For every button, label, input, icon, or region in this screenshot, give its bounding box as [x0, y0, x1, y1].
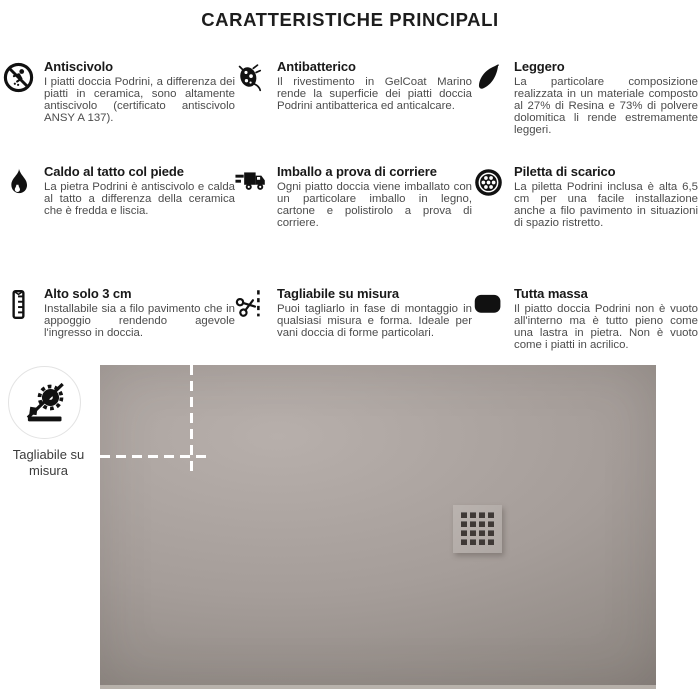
drain-grate-cell [470, 512, 476, 518]
features-grid [2, 60, 698, 352]
drain-grate-cell [479, 521, 485, 527]
flame-icon [2, 166, 35, 199]
slab-icon [472, 288, 505, 321]
drain-grate-cell [488, 512, 494, 518]
feature-antiscivolo [2, 60, 235, 165]
truck-icon [235, 166, 268, 199]
feature-body: La piletta Podrini inclusa è alta 6,5 cm per una facile installazione anche a filo pavimento in situazioni di spazio ristretto. [514, 180, 698, 229]
feature-imballo [235, 165, 472, 287]
feature-body: Ogni piatto doccia viene imballato con un particolare imballo in legno, cartone e polistirolo a prova di corriere. [277, 180, 472, 229]
feature-antibatterico [235, 60, 472, 165]
drain-grate [461, 512, 494, 545]
feature-body: La particolare composizione realizzata in un materiale composto al 27% di Resina e 73% di polvere dolomitica li rende estremamente leggeri. [514, 75, 698, 136]
drain-grate-cell [461, 530, 467, 536]
shower-tray-image [100, 365, 656, 689]
feature-piletta [472, 165, 698, 287]
feature-body: Il rivestimento in GelCoat Marino rende la superficie dei piatti doccia Podrini antibatterica ed anticalcare. [277, 75, 472, 112]
drain-grate-cell [488, 530, 494, 536]
drain-grate-cell [470, 539, 476, 545]
drain-icon [472, 166, 505, 199]
feature-caldo-al-tatto [2, 165, 235, 287]
drain-grate-cell [479, 530, 485, 536]
feature-title: Leggero [514, 59, 565, 74]
page-title: CARATTERISTICHE PRINCIPALI [201, 9, 499, 30]
feature-body: Il piatto doccia Podrini non è vuoto all'interno ma è tutto pieno come una lastra in pietra. Non è vuoto come i piatti in acrilico. [514, 302, 698, 351]
cut-to-size-badge [8, 366, 81, 439]
drain-grate-cell [479, 539, 485, 545]
drain-plate [453, 505, 502, 553]
no-slip-icon [2, 61, 35, 94]
drain-grate-cell [461, 512, 467, 518]
feature-body: Puoi tagliarlo in fase di montaggio in qualsiasi misura e forma. Ideale per vani doccia di forme particolari. [277, 302, 472, 339]
bacteria-icon [235, 61, 268, 94]
feather-icon [472, 61, 505, 94]
feature-title: Antibatterico [277, 59, 356, 74]
feature-alto-3cm [2, 287, 235, 352]
feature-title: Tutta massa [514, 286, 588, 301]
feature-title: Alto solo 3 cm [44, 286, 132, 301]
feature-title: Imballo a prova di corriere [277, 164, 437, 179]
feature-leggero [472, 60, 698, 165]
feature-title: Antiscivolo [44, 59, 113, 74]
circular-saw-icon [23, 381, 67, 425]
drain-grate-cell [470, 530, 476, 536]
feature-body: Installabile sia a filo pavimento che in appoggio rendendo agevole l'ingresso in doccia. [44, 302, 235, 339]
drain-grate-cell [461, 521, 467, 527]
drain-grate-cell [470, 521, 476, 527]
drain-grate-cell [479, 512, 485, 518]
feature-body: La pietra Podrini è antiscivolo e calda al tatto a differenza della ceramica che è fredda e liscia. [44, 180, 235, 217]
cut-to-size-badge-label: Tagliabile su misura [12, 447, 85, 479]
ruler-icon [2, 288, 35, 321]
drain-grate-cell [461, 539, 467, 545]
drain-grate-cell [488, 539, 494, 545]
feature-tagliabile [235, 287, 472, 352]
scissors-icon [235, 288, 268, 321]
feature-body: I piatti doccia Podrini, a differenza dei piatti in ceramica, sono altamente antiscivolo (certificato antiscivolo ANSY A 137). [44, 75, 235, 124]
cut-line-horizontal [100, 455, 207, 458]
drain-grate-cell [488, 521, 494, 527]
feature-title: Piletta di scarico [514, 164, 616, 179]
feature-title: Caldo al tatto col piede [44, 164, 184, 179]
feature-tutta-massa [472, 287, 698, 352]
feature-title: Tagliabile su misura [277, 286, 400, 301]
